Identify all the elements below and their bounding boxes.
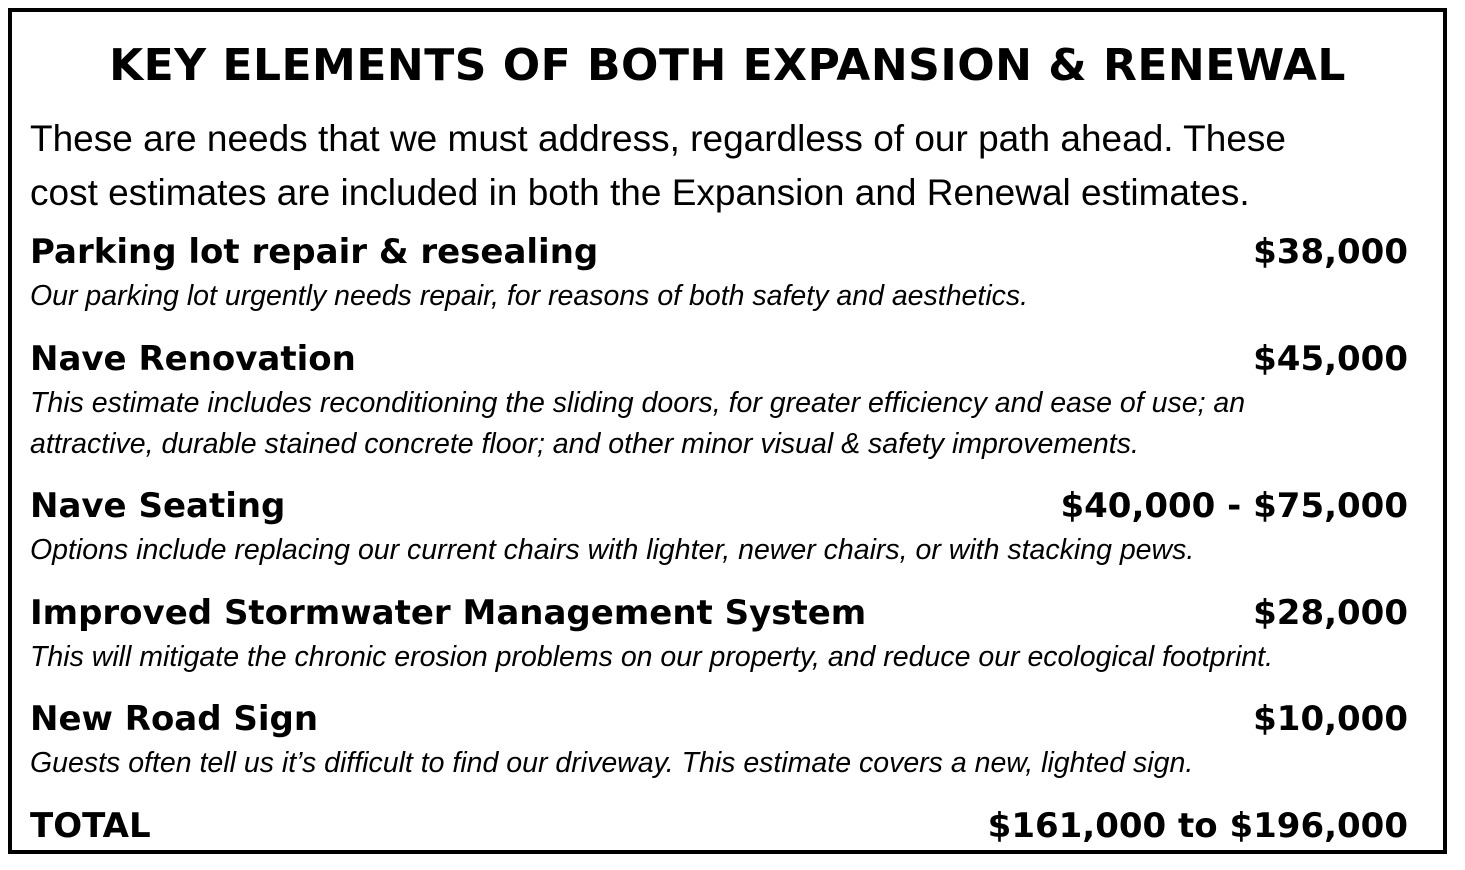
total-label: TOTAL	[30, 806, 151, 846]
item-cost: $45,000	[1253, 339, 1408, 379]
item-description: This estimate includes reconditioning the sliding doors, for greater efficiency and ease of use; an	[30, 387, 1246, 419]
item-parking-lot	[30, 230, 1408, 317]
item-description: attractive, durable stained concrete floor; and other minor visual & safety improvements.	[30, 428, 1139, 460]
item-name: Parking lot repair & resealing	[30, 232, 599, 272]
item-description: Options include replacing our current chairs with lighter, newer chairs, or with stacking pews.	[30, 534, 1195, 566]
item-header	[30, 697, 1408, 743]
item-name: Improved Stormwater Management System	[30, 593, 867, 633]
item-nave-renovation	[30, 337, 1408, 465]
item-road-sign	[30, 697, 1408, 784]
item-name: Nave Seating	[30, 486, 286, 526]
item-header	[30, 484, 1408, 530]
intro-line: These are needs that we must address, regardless of our path ahead. These	[30, 118, 1287, 159]
item-cost: $28,000	[1253, 593, 1408, 633]
item-header	[30, 591, 1408, 637]
item-name: New Road Sign	[30, 699, 319, 739]
total-header	[30, 804, 1408, 850]
intro-paragraph	[30, 112, 1440, 220]
item-header	[30, 230, 1408, 276]
document-frame	[8, 8, 1447, 854]
item-stormwater	[30, 591, 1408, 678]
intro-line: cost estimates are included in both the Expansion and Renewal estimates.	[30, 172, 1250, 213]
page-title: KEY ELEMENTS OF BOTH EXPANSION & RENEWAL	[109, 40, 1346, 91]
item-cost: $10,000	[1253, 699, 1408, 739]
total-value: $161,000 to $196,000	[987, 806, 1408, 846]
total-row	[30, 804, 1408, 850]
item-nave-seating	[30, 484, 1408, 571]
item-name: Nave Renovation	[30, 339, 356, 379]
item-description: Our parking lot urgently needs repair, for reasons of both safety and aesthetics.	[30, 280, 1029, 312]
item-cost: $38,000	[1253, 232, 1408, 272]
item-header	[30, 337, 1408, 383]
item-description: This will mitigate the chronic erosion problems on our property, and reduce our ecological footprint.	[30, 641, 1274, 673]
item-cost: $40,000 - $75,000	[1060, 486, 1408, 526]
item-description: Guests often tell us it’s difficult to find our driveway. This estimate covers a new, lighted sign.	[30, 747, 1194, 779]
